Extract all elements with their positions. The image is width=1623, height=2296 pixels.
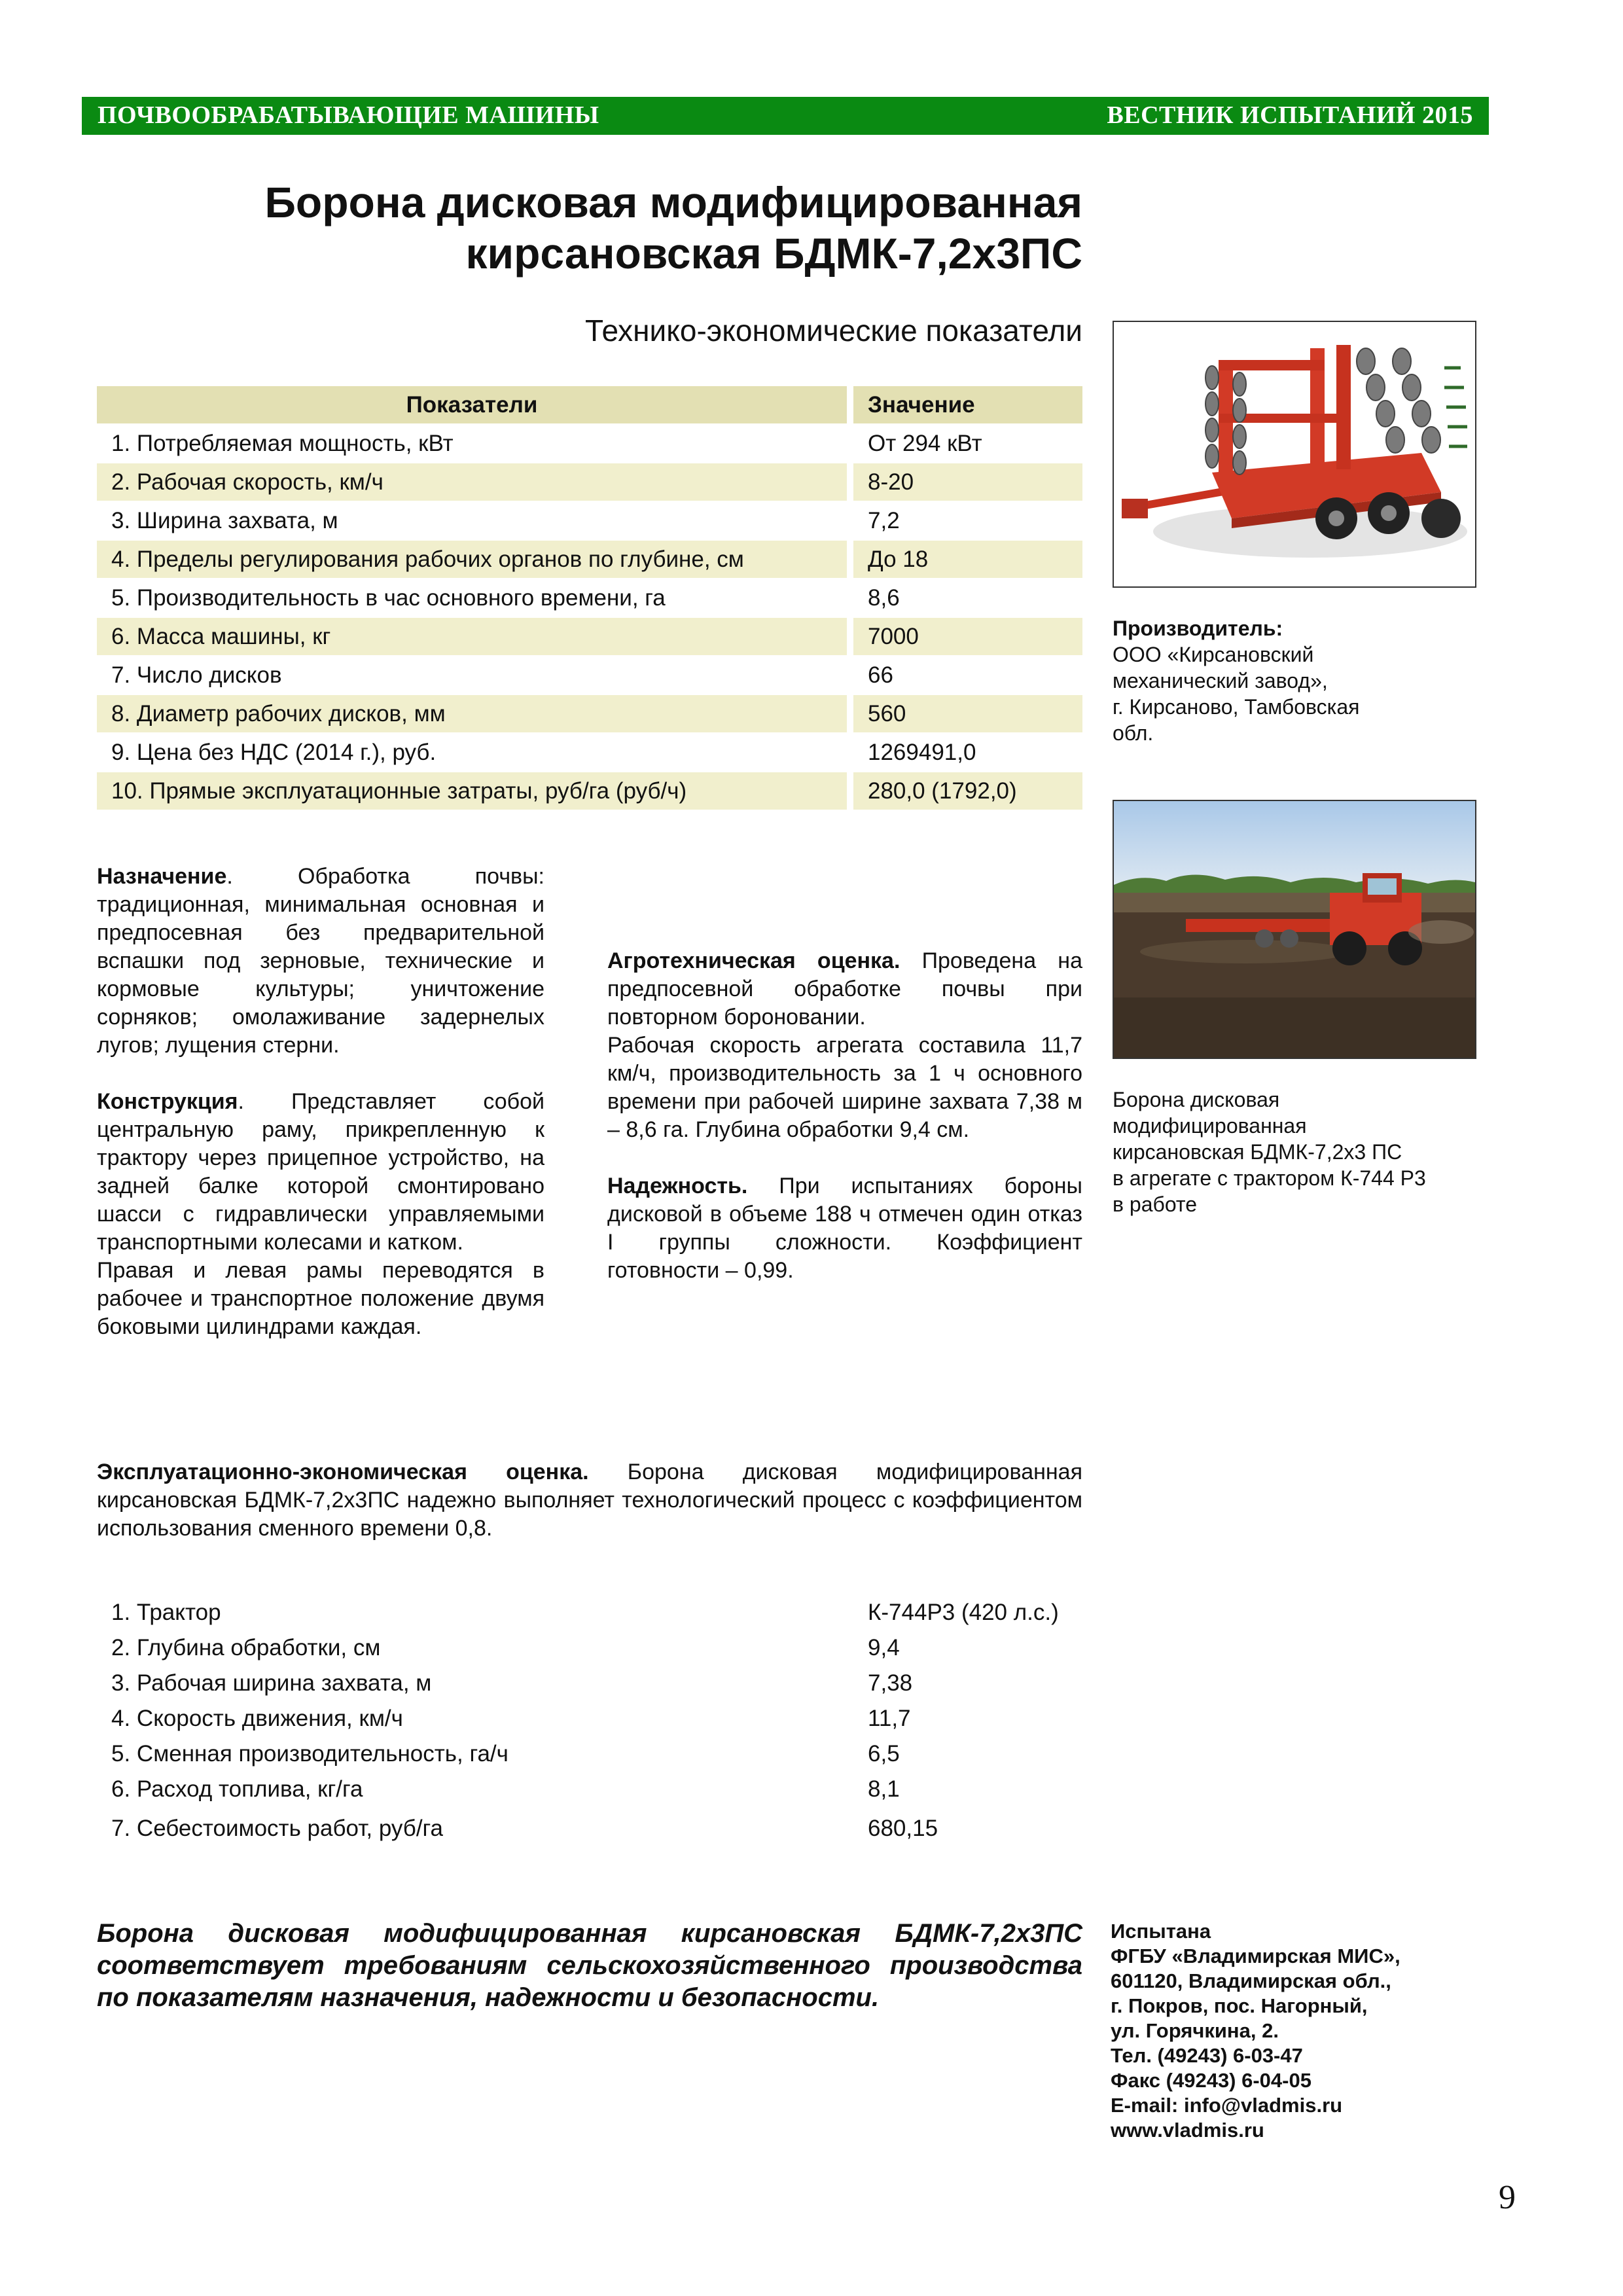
table-row — [97, 541, 1082, 579]
table-row — [97, 1670, 1082, 1706]
table-row — [97, 579, 1082, 618]
manufacturer-line: г. Кирсаново, Тамбовская — [1113, 695, 1360, 719]
row-label: 4. Пределы регулирования рабочих органов по глубине, см — [97, 541, 847, 578]
row-value: 280,0 (1792,0) — [853, 772, 1082, 810]
specs-table-header — [97, 386, 1082, 425]
section-title: ПОЧВООБРАБАТЫВАЮЩИЕ МАШИНЫ — [98, 101, 599, 129]
column-header-indicator: Показатели — [97, 386, 847, 423]
agro-text: Проведена на предпосевной обработке почвы при повторном бороновании. — [607, 948, 1082, 1030]
table-row — [97, 1741, 1082, 1776]
agro-title: Агротехническая оценка. — [607, 948, 901, 973]
tested-line: г. Покров, пос. Нагорный, — [1111, 1994, 1368, 2017]
row-label: 2. Рабочая скорость, км/ч — [97, 463, 847, 501]
row-value: 66 — [868, 662, 893, 688]
row-value: 11,7 — [868, 1706, 911, 1731]
row-value: К-744Р3 (420 л.с.) — [868, 1600, 1059, 1625]
tested-by-block — [1111, 1919, 1503, 2143]
machine-photo — [1113, 321, 1476, 588]
caption-line: в агрегате с трактором К-744 Р3 — [1113, 1166, 1426, 1190]
row-label: 6. Расход топлива, кг/га — [111, 1776, 363, 1802]
row-label: 3. Рабочая ширина захвата, м — [111, 1670, 432, 1696]
email-link[interactable]: E-mail: info@vladmis.ru — [1111, 2094, 1343, 2117]
disc-harrow-illustration — [1114, 322, 1475, 586]
table-row — [97, 502, 1082, 541]
table-row — [97, 1776, 1082, 1812]
econ-text: Борона дисковая модифицированная кирсановская БДМК-7,2х3ПС надежно выполняет технологический процесс с коэффициентом использования сменного времени 0,8. — [97, 1460, 1082, 1541]
page-title-line1: Борона дисковая модифицированная — [264, 178, 1082, 226]
purpose-paragraph — [97, 863, 544, 1060]
row-value: 7,2 — [868, 508, 900, 533]
row-value: 7,38 — [868, 1670, 913, 1696]
specs-table — [97, 386, 1082, 811]
params-table — [97, 1600, 1082, 1851]
row-label: 9. Цена без НДС (2014 г.), руб. — [111, 740, 437, 765]
tested-line: ул. Горячкина, 2. — [1111, 2019, 1279, 2042]
column-header-value: Значение — [853, 386, 1082, 423]
row-value: 6,5 — [868, 1741, 900, 1767]
row-value: 1269491,0 — [868, 740, 976, 765]
row-label: 2. Глубина обработки, см — [111, 1635, 381, 1660]
table-row — [97, 734, 1082, 772]
agro-paragraph — [607, 947, 1082, 1031]
purpose-title: Назначение — [97, 864, 227, 889]
caption-line: Борона дисковая — [1113, 1088, 1280, 1111]
row-value: 9,4 — [868, 1635, 900, 1660]
row-label: 10. Прямые эксплуатационные затраты, руб/га (руб/ч) — [97, 772, 847, 810]
table-row — [97, 1816, 1082, 1851]
row-value: 8,6 — [868, 585, 900, 611]
reliability-text: При испытаниях бороны дисковой в объеме 188 ч отмечен один отказ I группы сложности. Коэффициент готовности – 0,99. — [607, 1174, 1082, 1283]
caption-line: модифицированная — [1113, 1114, 1307, 1138]
design-paragraph-2: Правая и левая рамы переводятся в рабочее и транспортное положение двумя боковыми цилиндрами каждая. — [97, 1258, 544, 1339]
row-value: От 294 кВт — [868, 431, 982, 456]
row-label: 5. Производительность в час основного времени, га — [111, 585, 666, 611]
table-row — [97, 695, 1082, 734]
row-label: 1. Потребляемая мощность, кВт — [111, 431, 454, 456]
row-label: 6. Масса машины, кг — [97, 618, 847, 655]
row-label: 1. Трактор — [111, 1600, 221, 1625]
manufacturer-line: механический завод», — [1113, 669, 1328, 692]
design-text: . Представляет собой центральную раму, прикрепленную к трактору через прицепное устройство, на задней балке которой смонтировано шасси с гидравлически управляемыми транспортными колесами и катком. — [97, 1089, 544, 1255]
design-paragraph — [97, 1088, 544, 1257]
row-value: 7000 — [853, 618, 1082, 655]
table-row — [97, 1600, 1082, 1635]
row-value: 680,15 — [868, 1816, 938, 1841]
manufacturer-line: ООО «Кирсановский — [1113, 643, 1314, 666]
text-column-left — [97, 863, 544, 1341]
specs-heading: Технико-экономические показатели — [585, 314, 1082, 348]
tested-line: Испытана — [1111, 1920, 1211, 1943]
agro-paragraph-2: Рабочая скорость агрегата составила 11,7 км/ч, производительность за 1 ч основного времени при рабочей ширине захвата 7,38 м – 8,6 га. Глубина обработки 9,4 см. — [607, 1033, 1082, 1142]
conclusion: Борона дисковая модифицированная кирсановская БДМК-7,2х3ПС соответствует требованиям сельскохозяйственного производства по показателям назначения, надежности и безопасности. — [97, 1919, 1082, 2012]
row-label: 7. Себестоимость работ, руб/га — [111, 1816, 444, 1841]
website-link[interactable]: www.vladmis.ru — [1111, 2119, 1264, 2142]
text-column-right — [607, 863, 1082, 1285]
tested-line: 601120, Владимирская обл., — [1111, 1969, 1391, 1992]
reliability-title: Надежность. — [607, 1174, 748, 1198]
row-value: До 18 — [853, 541, 1082, 578]
row-label: 8. Диаметр рабочих дисков, мм — [97, 695, 847, 732]
caption-line: в работе — [1113, 1193, 1197, 1216]
row-value: 8-20 — [853, 463, 1082, 501]
tested-line: Факс (49243) 6-04-05 — [1111, 2069, 1311, 2092]
row-label: 5. Сменная производительность, га/ч — [111, 1741, 508, 1767]
table-row — [97, 772, 1082, 811]
row-label: 7. Число дисков — [111, 662, 282, 688]
tested-line: ФГБУ «Владимирская МИС», — [1111, 1945, 1400, 1967]
table-row — [97, 1706, 1082, 1741]
tractor-field-illustration — [1114, 801, 1475, 1058]
row-label: 3. Ширина захвата, м — [111, 508, 338, 533]
page-title-line2: кирсановская БДМК-7,2х3ПС — [465, 229, 1082, 278]
journal-title: ВЕСТНИК ИСПЫТАНИЙ 2015 — [1107, 101, 1473, 129]
econ-paragraph — [97, 1458, 1082, 1543]
page-number: 9 — [1499, 2179, 1516, 2216]
design-title: Конструкция — [97, 1089, 238, 1114]
econ-title: Эксплуатационно-экономическая оценка. — [97, 1460, 589, 1484]
table-row — [97, 463, 1082, 502]
row-value: 8,1 — [868, 1776, 900, 1802]
purpose-text: . Обработка почвы: традиционная, минимальная основная и предпосевная без предварительной вспашки под зерновые, технические и кормовые культуры; уничтожение сорняков; омолаживание задернелых лугов; лущения стерни. — [97, 864, 544, 1058]
photo-caption — [1113, 1086, 1476, 1217]
reliability-paragraph — [607, 1172, 1082, 1285]
row-value: 560 — [853, 695, 1082, 732]
table-row — [97, 425, 1082, 463]
row-label: 4. Скорость движения, км/ч — [111, 1706, 403, 1731]
tested-line: Тел. (49243) 6-03-47 — [1111, 2044, 1303, 2067]
manufacturer-line: обл. — [1113, 721, 1154, 745]
table-row — [97, 1635, 1082, 1670]
field-photo — [1113, 800, 1476, 1059]
table-row — [97, 656, 1082, 695]
manufacturer-block — [1113, 615, 1476, 746]
table-row — [97, 618, 1082, 656]
section-header-band — [82, 97, 1489, 135]
caption-line: кирсановская БДМК-7,2х3 ПС — [1113, 1140, 1402, 1164]
manufacturer-label: Производитель: — [1113, 617, 1283, 640]
page-title — [164, 177, 1082, 279]
